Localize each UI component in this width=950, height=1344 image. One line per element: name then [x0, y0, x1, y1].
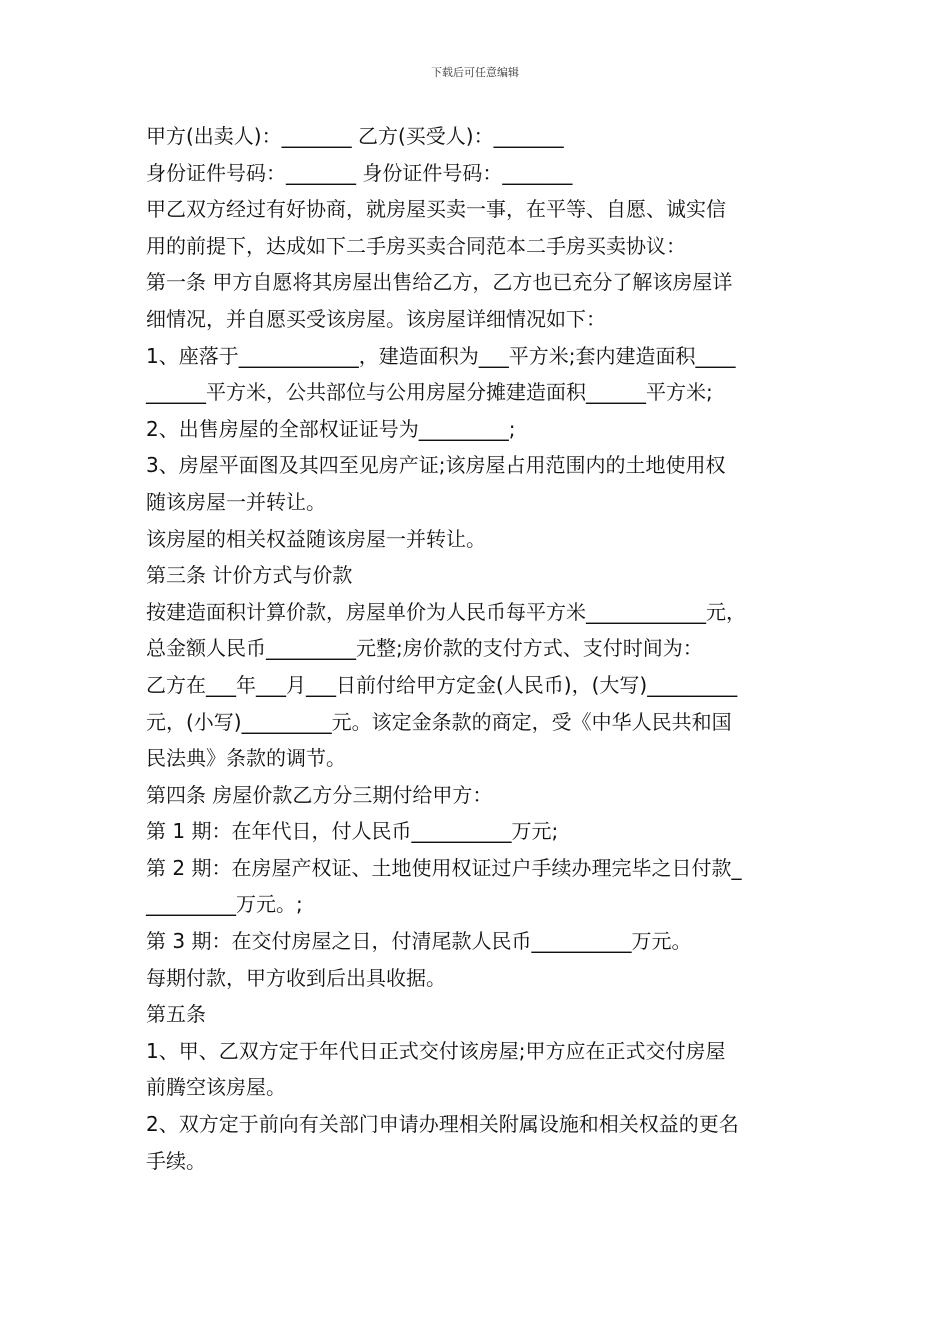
article-5-heading: 第五条	[146, 1002, 206, 1027]
clause-3-line-2: 随该房屋一并转让。	[146, 489, 326, 514]
preamble-line-2: 用的前提下，达成如下二手房买卖合同范本二手房买卖协议：	[146, 233, 686, 258]
clause-2-line: 2、出售房屋的全部权证证号为_________;	[146, 416, 516, 441]
receipt-line: 每期付款，甲方收到后出具收据。	[146, 965, 446, 990]
article-5-clause-1-line-2: 前腾空该房屋。	[146, 1075, 286, 1100]
clause-3-line-1: 3、房屋平面图及其四至见房产证;该房屋占用范围内的土地使用权	[146, 453, 726, 478]
payment-phase-3: 第 3 期：在交付房屋之日，付清尾款人民币__________万元。	[146, 929, 692, 954]
payment-phase-2-line-2: _________万元。;	[146, 892, 303, 917]
payment-phase-2-line-1: 第 2 期：在房屋产权证、土地使用权证过户手续办理完毕之日付款_	[146, 855, 742, 880]
id-number-line: 身份证件号码：_______ 身份证件号码：_______	[146, 160, 573, 185]
deposit-line-1: 乙方在___年___月___日前付给甲方定金(人民币)，(大写)_________	[146, 672, 738, 697]
article-5-clause-1-line-1: 1、甲、乙双方定于年代日正式交付该房屋;甲方应在正式交付房屋	[146, 1038, 726, 1063]
article-1-line-1: 第一条 甲方自愿将其房屋出售给乙方，乙方也已充分了解该房屋详	[146, 270, 733, 295]
article-1-line-2: 细情况，并自愿买受该房屋。该房屋详细情况如下：	[146, 306, 606, 331]
article-3-heading: 第三条 计价方式与价款	[146, 563, 353, 588]
party-names-line: 甲方(出卖人)：_______ 乙方(买受人)：_______	[146, 124, 564, 148]
clause-1-line-2: ______平方米，公共部位与公用房屋分摊建造面积______平方米;	[146, 380, 713, 405]
deposit-line-3: 民法典》条款的调节。	[146, 746, 346, 771]
article-4-heading: 第四条 房屋价款乙方分三期付给甲方：	[146, 782, 493, 807]
article-5-clause-2-line-1: 2、双方定于前向有关部门申请办理相关附属设施和相关权益的更名	[146, 1112, 739, 1137]
article-5-clause-2-line-2: 手续。	[146, 1148, 206, 1173]
page-header-note: 下载后可任意编辑	[431, 66, 519, 79]
article-3-line-1: 按建造面积计算价款，房屋单价为人民币每平方米____________元，	[146, 599, 746, 624]
contract-body	[146, 118, 826, 1179]
payment-phase-1: 第 1 期：在年代日，付人民币__________万元;	[146, 819, 559, 844]
article-3-line-2: 总金额人民币_________元整;房价款的支付方式、支付时间为：	[146, 636, 703, 661]
clause-1-line-1: 1、座落于____________，建造面积为___平方米;套内建造面积____	[146, 343, 736, 368]
rights-transfer-line: 该房屋的相关权益随该房屋一并转让。	[146, 526, 486, 551]
deposit-line-2: 元，(小写)_________元。该定金条款的商定，受《中华人民共和国	[146, 709, 732, 734]
preamble-line-1: 甲乙双方经过有好协商，就房屋买卖一事，在平等、自愿、诚实信	[146, 197, 726, 222]
